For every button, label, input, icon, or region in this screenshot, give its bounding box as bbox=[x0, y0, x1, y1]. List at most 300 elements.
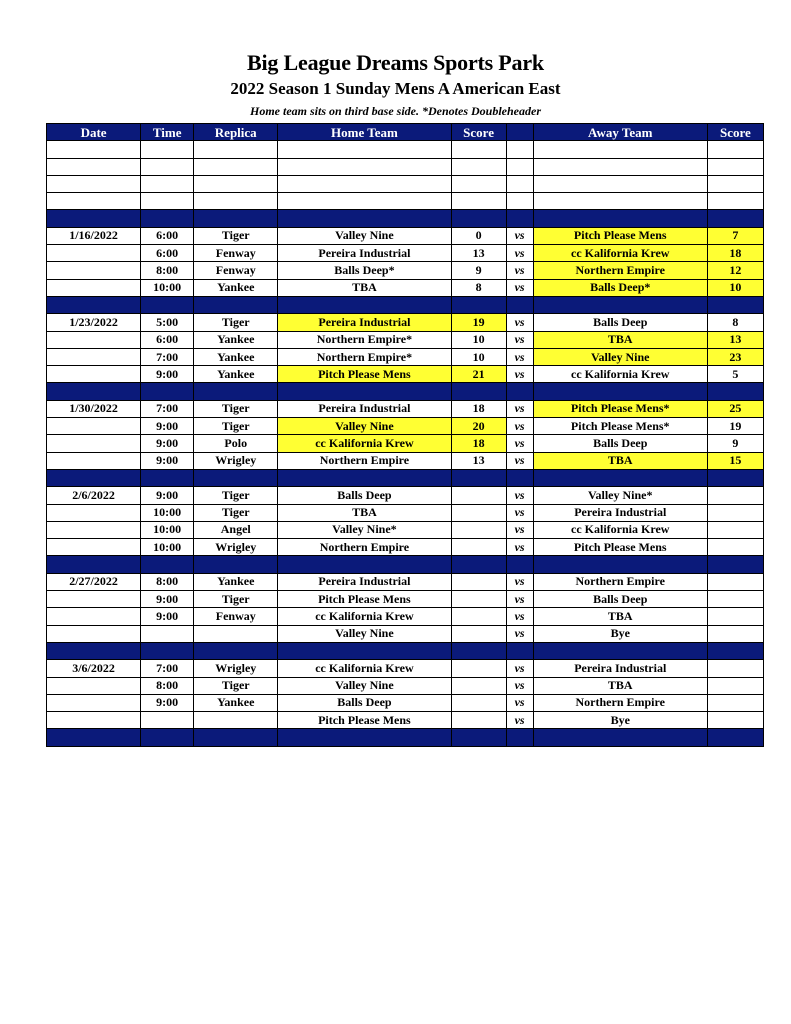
replica-field: Tiger bbox=[194, 400, 278, 417]
vs-label: vs bbox=[506, 279, 533, 296]
game-date bbox=[47, 452, 141, 469]
home-team bbox=[278, 193, 451, 210]
away-team: Pitch Please Mens bbox=[533, 227, 707, 244]
schedule-table bbox=[46, 123, 764, 747]
away-score bbox=[707, 521, 763, 538]
game-date bbox=[47, 279, 141, 296]
game-time: 9:00 bbox=[141, 608, 194, 625]
game-row bbox=[47, 660, 764, 677]
game-time: 10:00 bbox=[141, 539, 194, 556]
game-time: 6:00 bbox=[141, 331, 194, 348]
home-team: Balls Deep bbox=[278, 694, 451, 711]
game-row bbox=[47, 608, 764, 625]
blank-row bbox=[47, 175, 764, 192]
replica-field bbox=[194, 712, 278, 729]
header-row bbox=[47, 124, 764, 141]
home-score bbox=[451, 677, 506, 694]
vs-label: vs bbox=[506, 418, 533, 435]
game-time: 6:00 bbox=[141, 245, 194, 262]
away-score bbox=[707, 712, 763, 729]
game-row bbox=[47, 331, 764, 348]
away-score bbox=[707, 625, 763, 642]
away-team: Bye bbox=[533, 712, 707, 729]
away-score: 9 bbox=[707, 435, 763, 452]
page-note: Home team sits on third base side. *Denotes Doubleheader bbox=[250, 104, 541, 118]
replica-field: Wrigley bbox=[194, 452, 278, 469]
home-team: cc Kalifornia Krew bbox=[278, 660, 451, 677]
away-team bbox=[533, 193, 707, 210]
separator-cell bbox=[533, 296, 707, 313]
separator-cell bbox=[194, 729, 278, 746]
header-time: Time bbox=[141, 124, 194, 141]
separator-cell bbox=[533, 469, 707, 486]
separator-cell bbox=[141, 210, 194, 227]
home-team: Pereira Industrial bbox=[278, 245, 451, 262]
separator-cell bbox=[194, 210, 278, 227]
away-team: Valley Nine* bbox=[533, 487, 707, 504]
home-score bbox=[451, 521, 506, 538]
home-score: 10 bbox=[451, 331, 506, 348]
vs-label: vs bbox=[506, 591, 533, 608]
game-date bbox=[47, 366, 141, 383]
home-score bbox=[451, 487, 506, 504]
game-date bbox=[47, 158, 141, 175]
away-team: Balls Deep bbox=[533, 591, 707, 608]
away-score: 7 bbox=[707, 227, 763, 244]
away-score: 8 bbox=[707, 314, 763, 331]
away-score bbox=[707, 487, 763, 504]
separator-cell bbox=[451, 556, 506, 573]
separator-cell bbox=[141, 729, 194, 746]
game-time: 7:00 bbox=[141, 400, 194, 417]
away-team: Balls Deep bbox=[533, 314, 707, 331]
away-team: TBA bbox=[533, 677, 707, 694]
game-time: 5:00 bbox=[141, 314, 194, 331]
vs-label: vs bbox=[506, 521, 533, 538]
schedule-body bbox=[47, 141, 764, 746]
game-row bbox=[47, 625, 764, 642]
replica-field: Fenway bbox=[194, 262, 278, 279]
vs-label: vs bbox=[506, 452, 533, 469]
home-team: Pereira Industrial bbox=[278, 314, 451, 331]
game-date bbox=[47, 193, 141, 210]
home-team: Pitch Please Mens bbox=[278, 712, 451, 729]
blank-row bbox=[47, 141, 764, 158]
separator-cell bbox=[141, 642, 194, 659]
home-team bbox=[278, 141, 451, 158]
game-date bbox=[47, 141, 141, 158]
game-row bbox=[47, 539, 764, 556]
vs-label bbox=[506, 158, 533, 175]
home-team: TBA bbox=[278, 279, 451, 296]
game-time: 8:00 bbox=[141, 677, 194, 694]
separator-cell bbox=[451, 642, 506, 659]
separator-cell bbox=[141, 383, 194, 400]
home-score: 18 bbox=[451, 435, 506, 452]
vs-label: vs bbox=[506, 245, 533, 262]
game-date bbox=[47, 712, 141, 729]
replica-field: Yankee bbox=[194, 279, 278, 296]
week-separator bbox=[47, 642, 764, 659]
home-team bbox=[278, 158, 451, 175]
away-score bbox=[707, 539, 763, 556]
game-date: 1/16/2022 bbox=[47, 227, 141, 244]
game-time: 6:00 bbox=[141, 227, 194, 244]
separator-cell bbox=[278, 469, 451, 486]
game-time: 7:00 bbox=[141, 348, 194, 365]
separator-cell bbox=[533, 642, 707, 659]
game-date: 1/30/2022 bbox=[47, 400, 141, 417]
home-score bbox=[451, 712, 506, 729]
home-score: 13 bbox=[451, 452, 506, 469]
home-team: Valley Nine bbox=[278, 227, 451, 244]
separator-cell bbox=[278, 210, 451, 227]
away-team: TBA bbox=[533, 452, 707, 469]
separator-cell bbox=[451, 383, 506, 400]
separator-cell bbox=[506, 469, 533, 486]
separator-cell bbox=[506, 729, 533, 746]
home-team: Pitch Please Mens bbox=[278, 591, 451, 608]
game-row bbox=[47, 452, 764, 469]
replica-field: Tiger bbox=[194, 314, 278, 331]
game-date bbox=[47, 521, 141, 538]
separator-cell bbox=[506, 556, 533, 573]
vs-label: vs bbox=[506, 712, 533, 729]
game-row bbox=[47, 521, 764, 538]
game-time: 7:00 bbox=[141, 660, 194, 677]
away-team: Pitch Please Mens* bbox=[533, 400, 707, 417]
separator-cell bbox=[141, 556, 194, 573]
replica-field: Tiger bbox=[194, 591, 278, 608]
vs-label bbox=[506, 175, 533, 192]
separator-cell bbox=[451, 210, 506, 227]
game-time: 10:00 bbox=[141, 521, 194, 538]
away-team: TBA bbox=[533, 331, 707, 348]
home-score: 13 bbox=[451, 245, 506, 262]
home-score: 19 bbox=[451, 314, 506, 331]
game-row bbox=[47, 677, 764, 694]
separator-cell bbox=[707, 210, 763, 227]
home-team: Northern Empire* bbox=[278, 348, 451, 365]
replica-field: Yankee bbox=[194, 331, 278, 348]
separator-cell bbox=[47, 642, 141, 659]
replica-field: Wrigley bbox=[194, 660, 278, 677]
game-time: 9:00 bbox=[141, 366, 194, 383]
away-score: 23 bbox=[707, 348, 763, 365]
game-date: 2/6/2022 bbox=[47, 487, 141, 504]
away-team: Valley Nine bbox=[533, 348, 707, 365]
separator-cell bbox=[451, 469, 506, 486]
home-score bbox=[451, 175, 506, 192]
home-score: 18 bbox=[451, 400, 506, 417]
game-row bbox=[47, 366, 764, 383]
vs-label: vs bbox=[506, 504, 533, 521]
week-separator bbox=[47, 296, 764, 313]
away-team: TBA bbox=[533, 608, 707, 625]
game-time: 9:00 bbox=[141, 694, 194, 711]
replica-field: Yankee bbox=[194, 694, 278, 711]
replica-field bbox=[194, 175, 278, 192]
away-score: 15 bbox=[707, 452, 763, 469]
game-date bbox=[47, 591, 141, 608]
game-time bbox=[141, 193, 194, 210]
home-team: TBA bbox=[278, 504, 451, 521]
replica-field: Tiger bbox=[194, 504, 278, 521]
away-score bbox=[707, 573, 763, 590]
home-score bbox=[451, 539, 506, 556]
away-team: Northern Empire bbox=[533, 262, 707, 279]
home-score: 21 bbox=[451, 366, 506, 383]
home-team: Valley Nine bbox=[278, 625, 451, 642]
blank-row bbox=[47, 193, 764, 210]
home-score bbox=[451, 625, 506, 642]
game-time: 9:00 bbox=[141, 435, 194, 452]
page-subtitle: 2022 Season 1 Sunday Mens A American East bbox=[230, 79, 561, 98]
game-time bbox=[141, 158, 194, 175]
home-team: Pitch Please Mens bbox=[278, 366, 451, 383]
away-score: 10 bbox=[707, 279, 763, 296]
home-score bbox=[451, 193, 506, 210]
away-team: cc Kalifornia Krew bbox=[533, 366, 707, 383]
separator-cell bbox=[47, 296, 141, 313]
away-score bbox=[707, 158, 763, 175]
away-team: cc Kalifornia Krew bbox=[533, 245, 707, 262]
week-separator bbox=[47, 469, 764, 486]
separator-cell bbox=[533, 556, 707, 573]
home-team: Pereira Industrial bbox=[278, 573, 451, 590]
game-time: 9:00 bbox=[141, 487, 194, 504]
game-date bbox=[47, 348, 141, 365]
separator-cell bbox=[506, 642, 533, 659]
vs-label: vs bbox=[506, 348, 533, 365]
replica-field: Angel bbox=[194, 521, 278, 538]
home-score bbox=[451, 694, 506, 711]
game-date bbox=[47, 418, 141, 435]
home-score: 0 bbox=[451, 227, 506, 244]
separator-cell bbox=[506, 210, 533, 227]
home-team: cc Kalifornia Krew bbox=[278, 608, 451, 625]
game-row bbox=[47, 400, 764, 417]
away-score: 19 bbox=[707, 418, 763, 435]
replica-field: Yankee bbox=[194, 366, 278, 383]
home-score bbox=[451, 660, 506, 677]
replica-field: Tiger bbox=[194, 418, 278, 435]
replica-field: Wrigley bbox=[194, 539, 278, 556]
replica-field: Tiger bbox=[194, 677, 278, 694]
vs-label: vs bbox=[506, 694, 533, 711]
replica-field bbox=[194, 625, 278, 642]
vs-label: vs bbox=[506, 400, 533, 417]
separator-cell bbox=[194, 383, 278, 400]
blank-row bbox=[47, 158, 764, 175]
game-date bbox=[47, 539, 141, 556]
game-row bbox=[47, 314, 764, 331]
separator-cell bbox=[47, 469, 141, 486]
separator-cell bbox=[451, 729, 506, 746]
home-score: 10 bbox=[451, 348, 506, 365]
home-team: Balls Deep* bbox=[278, 262, 451, 279]
game-row bbox=[47, 487, 764, 504]
game-row bbox=[47, 435, 764, 452]
game-time: 9:00 bbox=[141, 591, 194, 608]
game-row bbox=[47, 227, 764, 244]
separator-cell bbox=[533, 729, 707, 746]
separator-cell bbox=[194, 556, 278, 573]
away-score bbox=[707, 694, 763, 711]
away-team: Balls Deep* bbox=[533, 279, 707, 296]
separator-cell bbox=[194, 469, 278, 486]
away-team bbox=[533, 158, 707, 175]
game-time: 9:00 bbox=[141, 452, 194, 469]
separator-cell bbox=[533, 210, 707, 227]
away-team: Pereira Industrial bbox=[533, 504, 707, 521]
header-home-team: Home Team bbox=[278, 124, 451, 141]
separator-cell bbox=[707, 642, 763, 659]
header-home-score: Score bbox=[451, 124, 506, 141]
game-row bbox=[47, 418, 764, 435]
away-score: 25 bbox=[707, 400, 763, 417]
replica-field bbox=[194, 141, 278, 158]
separator-cell bbox=[194, 642, 278, 659]
away-team bbox=[533, 141, 707, 158]
vs-label: vs bbox=[506, 314, 533, 331]
vs-label bbox=[506, 193, 533, 210]
home-team: Northern Empire bbox=[278, 539, 451, 556]
home-team: Valley Nine* bbox=[278, 521, 451, 538]
separator-cell bbox=[141, 296, 194, 313]
home-score bbox=[451, 158, 506, 175]
vs-label: vs bbox=[506, 366, 533, 383]
separator-cell bbox=[451, 296, 506, 313]
separator-cell bbox=[47, 383, 141, 400]
replica-field: Tiger bbox=[194, 487, 278, 504]
game-time: 8:00 bbox=[141, 262, 194, 279]
home-score bbox=[451, 141, 506, 158]
game-date bbox=[47, 175, 141, 192]
separator-cell bbox=[707, 729, 763, 746]
separator-cell bbox=[533, 383, 707, 400]
home-score: 8 bbox=[451, 279, 506, 296]
game-date bbox=[47, 625, 141, 642]
game-date bbox=[47, 504, 141, 521]
game-date bbox=[47, 331, 141, 348]
vs-label: vs bbox=[506, 677, 533, 694]
home-score: 20 bbox=[451, 418, 506, 435]
away-score bbox=[707, 677, 763, 694]
away-score bbox=[707, 175, 763, 192]
vs-label: vs bbox=[506, 625, 533, 642]
away-team: Pereira Industrial bbox=[533, 660, 707, 677]
game-time bbox=[141, 141, 194, 158]
week-separator bbox=[47, 729, 764, 746]
page-title: Big League Dreams Sports Park bbox=[247, 50, 544, 75]
game-date bbox=[47, 262, 141, 279]
game-time: 8:00 bbox=[141, 573, 194, 590]
away-score bbox=[707, 504, 763, 521]
replica-field: Tiger bbox=[194, 227, 278, 244]
vs-label: vs bbox=[506, 608, 533, 625]
game-time: 10:00 bbox=[141, 504, 194, 521]
home-score bbox=[451, 504, 506, 521]
game-time: 10:00 bbox=[141, 279, 194, 296]
away-team: Balls Deep bbox=[533, 435, 707, 452]
away-score bbox=[707, 141, 763, 158]
vs-label: vs bbox=[506, 573, 533, 590]
separator-cell bbox=[278, 729, 451, 746]
replica-field: Yankee bbox=[194, 348, 278, 365]
separator-cell bbox=[506, 383, 533, 400]
home-score bbox=[451, 591, 506, 608]
game-time bbox=[141, 625, 194, 642]
away-score bbox=[707, 591, 763, 608]
away-team: Bye bbox=[533, 625, 707, 642]
away-team: Northern Empire bbox=[533, 573, 707, 590]
separator-cell bbox=[47, 729, 141, 746]
home-team: Balls Deep bbox=[278, 487, 451, 504]
separator-cell bbox=[47, 556, 141, 573]
separator-cell bbox=[506, 296, 533, 313]
home-score bbox=[451, 608, 506, 625]
week-separator bbox=[47, 556, 764, 573]
header-vs bbox=[506, 124, 533, 141]
home-team: Valley Nine bbox=[278, 677, 451, 694]
away-score: 5 bbox=[707, 366, 763, 383]
game-date: 1/23/2022 bbox=[47, 314, 141, 331]
away-score: 18 bbox=[707, 245, 763, 262]
home-team: Northern Empire* bbox=[278, 331, 451, 348]
away-score: 13 bbox=[707, 331, 763, 348]
game-date bbox=[47, 608, 141, 625]
header-date: Date bbox=[47, 124, 141, 141]
away-team: Pitch Please Mens bbox=[533, 539, 707, 556]
replica-field bbox=[194, 158, 278, 175]
game-time bbox=[141, 175, 194, 192]
home-score: 9 bbox=[451, 262, 506, 279]
home-team: Pereira Industrial bbox=[278, 400, 451, 417]
vs-label: vs bbox=[506, 227, 533, 244]
game-date: 2/27/2022 bbox=[47, 573, 141, 590]
away-score bbox=[707, 193, 763, 210]
game-row bbox=[47, 712, 764, 729]
home-team: Valley Nine bbox=[278, 418, 451, 435]
vs-label: vs bbox=[506, 487, 533, 504]
vs-label bbox=[506, 141, 533, 158]
vs-label: vs bbox=[506, 435, 533, 452]
separator-cell bbox=[707, 383, 763, 400]
replica-field bbox=[194, 193, 278, 210]
home-team: cc Kalifornia Krew bbox=[278, 435, 451, 452]
away-team bbox=[533, 175, 707, 192]
game-time: 9:00 bbox=[141, 418, 194, 435]
game-row bbox=[47, 573, 764, 590]
game-date bbox=[47, 245, 141, 262]
replica-field: Fenway bbox=[194, 608, 278, 625]
game-row bbox=[47, 591, 764, 608]
vs-label: vs bbox=[506, 331, 533, 348]
game-row bbox=[47, 504, 764, 521]
game-date: 3/6/2022 bbox=[47, 660, 141, 677]
separator-cell bbox=[707, 556, 763, 573]
separator-cell bbox=[278, 296, 451, 313]
game-time bbox=[141, 712, 194, 729]
game-row bbox=[47, 348, 764, 365]
separator-cell bbox=[278, 556, 451, 573]
away-score: 12 bbox=[707, 262, 763, 279]
home-team bbox=[278, 175, 451, 192]
week-separator bbox=[47, 383, 764, 400]
home-score bbox=[451, 573, 506, 590]
away-score bbox=[707, 608, 763, 625]
